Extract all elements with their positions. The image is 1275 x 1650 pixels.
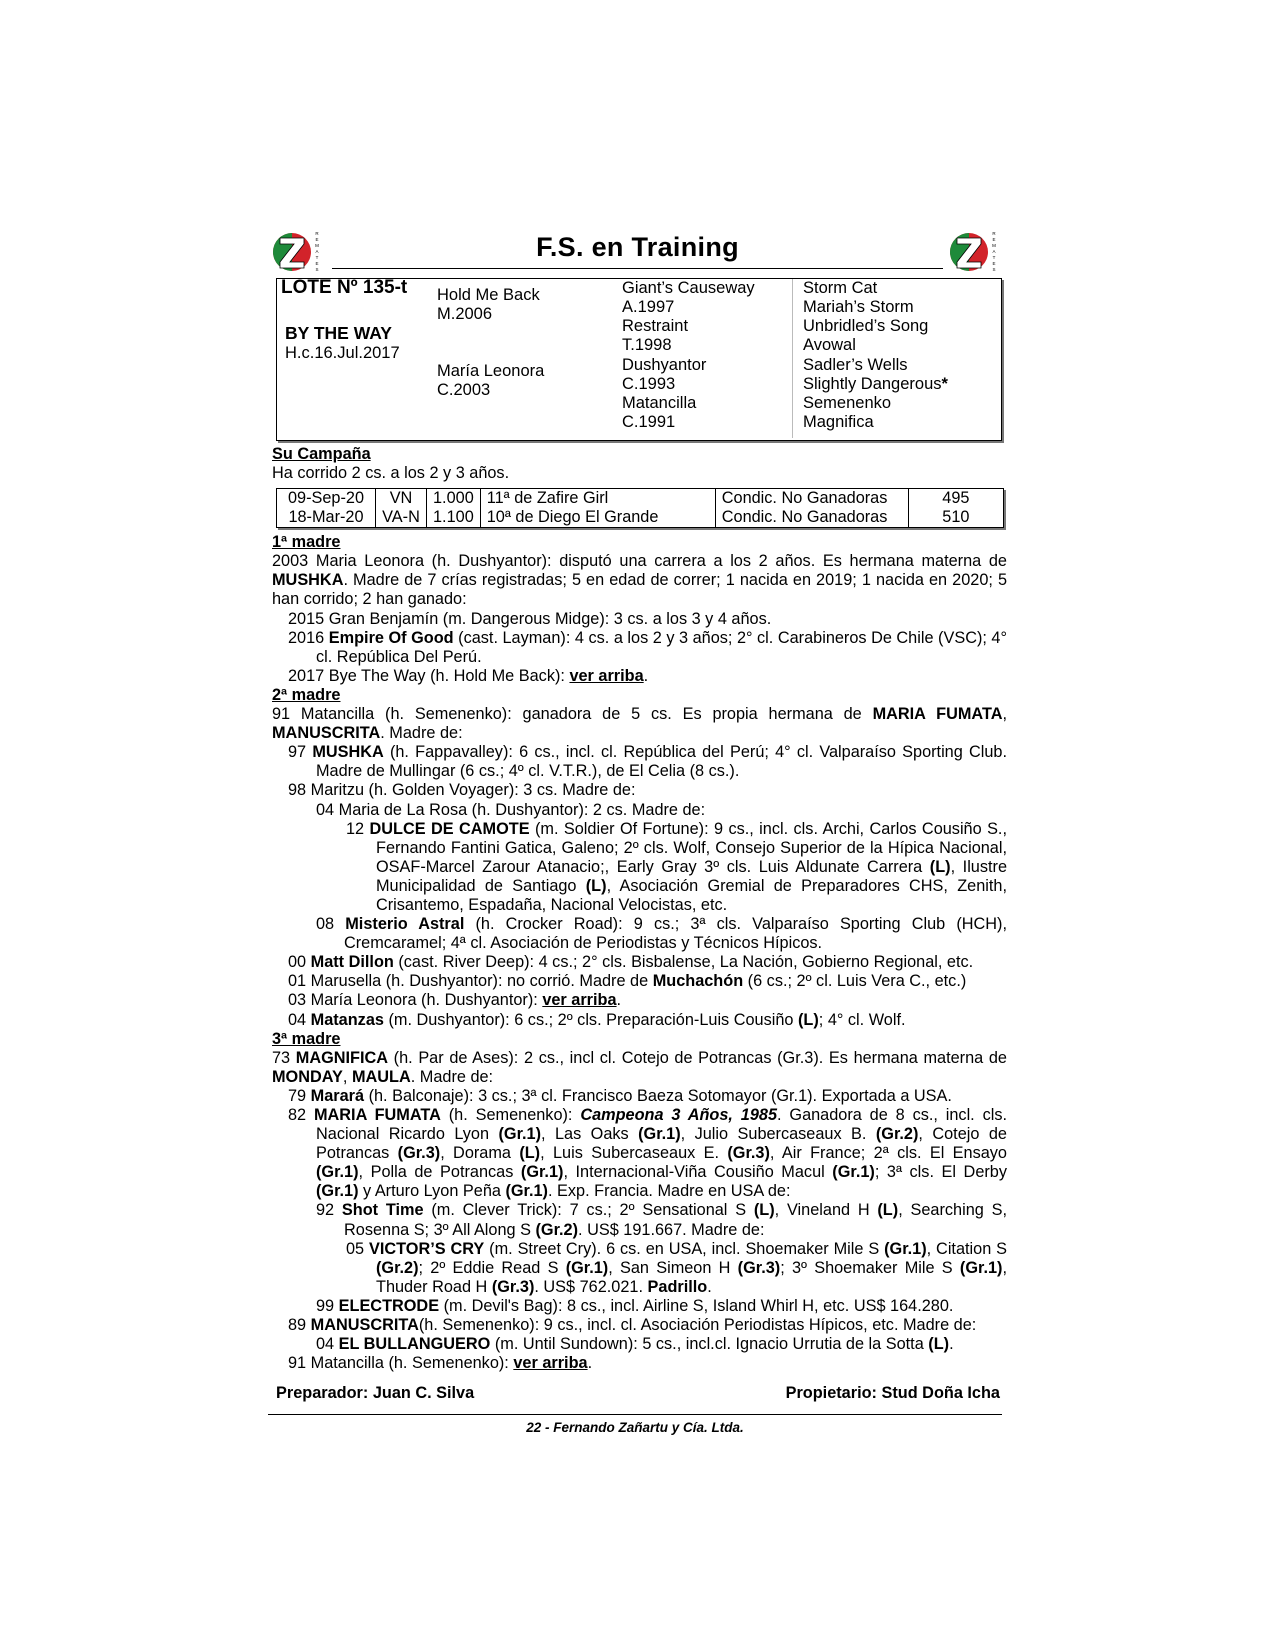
ancestor: Slightly Dangerous* xyxy=(803,375,948,393)
svg-text:R: R xyxy=(992,231,996,236)
header-rule xyxy=(332,268,943,269)
svg-text:S: S xyxy=(315,267,319,272)
svg-text:A: A xyxy=(315,249,319,254)
ver-arriba-link[interactable]: ver arriba xyxy=(569,666,644,685)
owner-label: Propietario: Stud Doña Icha xyxy=(785,1384,1000,1402)
lot-description xyxy=(272,445,1007,1373)
horse-name: BY THE WAY xyxy=(285,323,392,343)
offspring-entry: 04 EL BULLANGUERO (m. Until Sundown): 5 cs., incl.cl. Ignacio Urrutia de la Sotta (L). xyxy=(316,1335,954,1354)
ancestor: Matancilla xyxy=(622,394,697,412)
race-track: VN xyxy=(376,489,427,509)
race-date: 18-Mar-20 xyxy=(288,508,364,527)
offspring-entry: 82 MARIA FUMATA (h. Semenenko): Campeona 3 Años, 1985. Ganadora de 8 cs., incl. cls. Nacional Ricardo Lyon (Gr.1), Las Oaks (Gr.1), Julio Subercaseaux B. (Gr.2), Cotejo de Potrancas (Gr.3), Dorama (L), Luis Subercaseaux E. (Gr.3), Air France; 2ª cls. El Ensayo (Gr.1), Polla de Potrancas (Gr.1), Internacional-Viña Cousiño Macul (Gr.1); 3ª cls. El Derby (Gr.1) y Arturo Lyon Peña (Gr.1). Exp. Francia. Madre en USA de: xyxy=(288,1106,1007,1201)
races-table xyxy=(276,488,1004,528)
campaign-summary: Ha corrido 2 cs. a los 2 y 3 años. xyxy=(272,464,510,483)
svg-text:A: A xyxy=(992,249,996,254)
svg-text:E: E xyxy=(992,261,996,266)
horse-info: H.c.16.Jul.2017 xyxy=(285,344,400,362)
offspring-entry: 79 Marará (h. Balconaje): 3 cs.; 3ª cl. Francisco Baeza Sotomayor (Gr.1). Exportada a USA. xyxy=(288,1086,952,1105)
ancestor-info: T.1998 xyxy=(622,336,672,354)
race-distance: 1.000 xyxy=(427,489,481,509)
offspring-entry: 99 ELECTRODE (m. Devil's Bag): 8 cs., incl. Airline S, Island Whirl H, etc. US$ 164.280. xyxy=(316,1296,954,1315)
svg-text:S: S xyxy=(992,267,996,272)
first-dam-heading: 1ª madre xyxy=(272,533,341,552)
race-condition: Condic. No Ganadoras xyxy=(715,489,908,509)
sire-name: Hold Me Back xyxy=(437,286,540,304)
page-title: F.S. en Training xyxy=(536,232,739,262)
ancestor: Avowal xyxy=(803,336,856,354)
ver-arriba-link[interactable]: ver arriba xyxy=(513,1354,588,1373)
offspring-entry: 97 MUSHKA (h. Fappavalley): 6 cs., incl. cl. República del Perú; 4° cl. Valparaíso Sporting Club. Madre de Mullingar (6 cs.; 4º cl. V.T.R.), de El Celia (8 cs.). xyxy=(288,743,1007,781)
dam-info: C.2003 xyxy=(437,381,491,399)
ancestor-info: C.1993 xyxy=(622,375,676,393)
trainer-label: Preparador: Juan C. Silva xyxy=(276,1384,475,1402)
race-track: VA-N xyxy=(376,508,427,528)
offspring-entry: 98 Maritzu (h. Golden Voyager): 3 cs. Madre de: xyxy=(288,781,636,800)
race-weight: 510 xyxy=(908,508,1003,528)
ancestor: Magnifica xyxy=(803,413,874,431)
ancestor-info: C.1991 xyxy=(622,413,676,431)
offspring-entry: 12 DULCE DE CAMOTE (m. Soldier Of Fortune): 9 cs., incl. cls. Archi, Carlos Cousiño S., Fernando Fantini Gatica, Galeno; 2º cls. Wolf, Consejo Superior de la Hípica Nacional, OSAF-Marcel Zarour Atanacio;, Early Gray 3º cls. Luis Aldunate Carrera (L), Ilustre Municipalidad de Santiago (L), Asociación Gremial de Preparadores CHS, Zenith, Crisantemo, Espadaña, Nacional Velocistas, etc. xyxy=(346,819,1008,914)
race-date: 09-Sep-20 xyxy=(287,489,365,508)
offspring-entry: 08 Misterio Astral (h. Crocker Road): 9 cs.; 3ª cls. Valparaíso Sporting Club (HCH), Cremcaramel; 4ª cl. Asociación de Periodistas y Técnicos Hípicos. xyxy=(316,915,1007,953)
offspring-entry: 05 VICTOR’S CRY (m. Street Cry). 6 cs. en USA, incl. Shoemaker Mile S (Gr.1), Citation S (Gr.2); 2º Eddie Read S (Gr.1), San Simeon H (Gr.3); 3º Shoemaker Mile S (Gr.1), Thuder Road H (Gr.3). US$ 762.021. Padrillo. xyxy=(346,1239,1008,1296)
pedigree-box xyxy=(276,278,1002,441)
ancestor: Semenenko xyxy=(803,394,892,412)
svg-text:M: M xyxy=(992,243,996,248)
star-mark: * xyxy=(941,375,948,393)
campaign-heading: Su Campaña xyxy=(272,445,371,463)
sire-info: M.2006 xyxy=(437,305,493,323)
table-row xyxy=(277,489,1004,509)
third-dam-heading: 3ª madre xyxy=(272,1029,341,1048)
svg-text:E: E xyxy=(315,261,319,266)
page-header xyxy=(270,228,1005,274)
ancestor: Mariah’s Storm xyxy=(803,298,914,316)
offspring-entry: 2017 Bye The Way (h. Hold Me Back): ver arriba. xyxy=(288,666,649,685)
column-divider xyxy=(792,279,793,438)
third-dam-intro: 73 MAGNIFICA (h. Par de Ases): 2 cs., incl cl. Cotejo de Potrancas (Gr.3). Es hermana materna de MONDAY, MAULA. Madre de: xyxy=(272,1048,1007,1086)
ancestor: Restraint xyxy=(622,317,689,335)
ancestor: Giant’s Causeway xyxy=(622,279,755,297)
ancestor-info: A.1997 xyxy=(622,298,675,316)
svg-text:E: E xyxy=(992,237,996,242)
ancestor: Dushyantor xyxy=(622,356,707,374)
page-footer: 22 - Fernando Zañartu y Cía. Ltda. xyxy=(526,1420,744,1435)
offspring-entry: 2015 Gran Benjamín (m. Dangerous Midge): 3 cs. a los 3 y 4 años. xyxy=(288,609,772,628)
svg-text:E: E xyxy=(315,237,319,242)
race-result: 11ª de Zafire Girl xyxy=(480,489,715,509)
footer-rule xyxy=(268,1414,1002,1415)
table-row xyxy=(277,508,1004,528)
race-weight: 495 xyxy=(908,489,1003,509)
offspring-entry: 2016 Empire Of Good (cast. Layman): 4 cs. a los 2 y 3 años; 2° cl. Carabineros De Chile (VSC); 4° cl. República Del Perú. xyxy=(288,628,1007,666)
footer-names xyxy=(276,1384,1000,1406)
offspring-entry: 00 Matt Dillon (cast. River Deep): 4 cs.; 2° cls. Bisbalense, La Nación, Gobierno Regional, etc. xyxy=(288,953,974,972)
offspring-entry: 04 Matanzas (m. Dushyantor): 6 cs.; 2º cls. Preparación-Luis Cousiño (L); 4° cl. Wolf. xyxy=(288,1010,906,1029)
ancestor: Unbridled’s Song xyxy=(803,317,929,335)
offspring-entry: 91 Matancilla (h. Semenenko): ver arriba. xyxy=(288,1354,593,1373)
second-dam-heading: 2ª madre xyxy=(272,685,341,704)
second-dam-intro: 91 Matancilla (h. Semenenko): ganadora de 5 cs. Es propia hermana de MARIA FUMATA, MANUSCRITA. Madre de: xyxy=(272,705,1007,743)
race-result: 10ª de Diego El Grande xyxy=(480,508,715,528)
zr-remates-logo-icon xyxy=(947,228,1005,272)
svg-text:M: M xyxy=(315,243,319,248)
offspring-entry: 04 Maria de La Rosa (h. Dushyantor): 2 cs. Madre de: xyxy=(316,800,706,819)
dam-name: María Leonora xyxy=(437,362,545,380)
first-dam-intro: 2003 Maria Leonora (h. Dushyantor): disputó una carrera a los 2 años. Es hermana materna de MUSHKA. Madre de 7 crías registradas; 5 en edad de correr; 1 nacida en 2019; 1 nacida en 2020; 5 han corrido; 2 han ganado: xyxy=(272,552,1007,609)
ancestor: Storm Cat xyxy=(803,279,878,297)
svg-text:R: R xyxy=(315,231,319,236)
svg-text:T: T xyxy=(992,255,996,260)
ver-arriba-link[interactable]: ver arriba xyxy=(542,991,617,1010)
race-condition: Condic. No Ganadoras xyxy=(715,508,908,528)
svg-text:T: T xyxy=(315,255,319,260)
offspring-entry: 89 MANUSCRITA(h. Semenenko): 9 cs., incl. cl. Asociación Periodistas Hípicos, etc. Madre de: xyxy=(288,1316,977,1335)
race-distance: 1.100 xyxy=(427,508,481,528)
offspring-entry: 01 Marusella (h. Dushyantor): no corrió. Madre de Muchachón (6 cs.; 2º cl. Luis Vera C., etc.) xyxy=(288,972,967,991)
lot-number: LOTE Nº 135-t xyxy=(281,277,408,298)
offspring-entry: 92 Shot Time (m. Clever Trick): 7 cs.; 2º Sensational S (L), Vineland H (L), Searching S, Rosenna S; 3º All Along S (Gr.2). US$ 191.667. Madre de: xyxy=(316,1201,1007,1239)
offspring-entry: 03 María Leonora (h. Dushyantor): ver arriba. xyxy=(288,991,622,1010)
ancestor: Sadler’s Wells xyxy=(803,356,908,374)
